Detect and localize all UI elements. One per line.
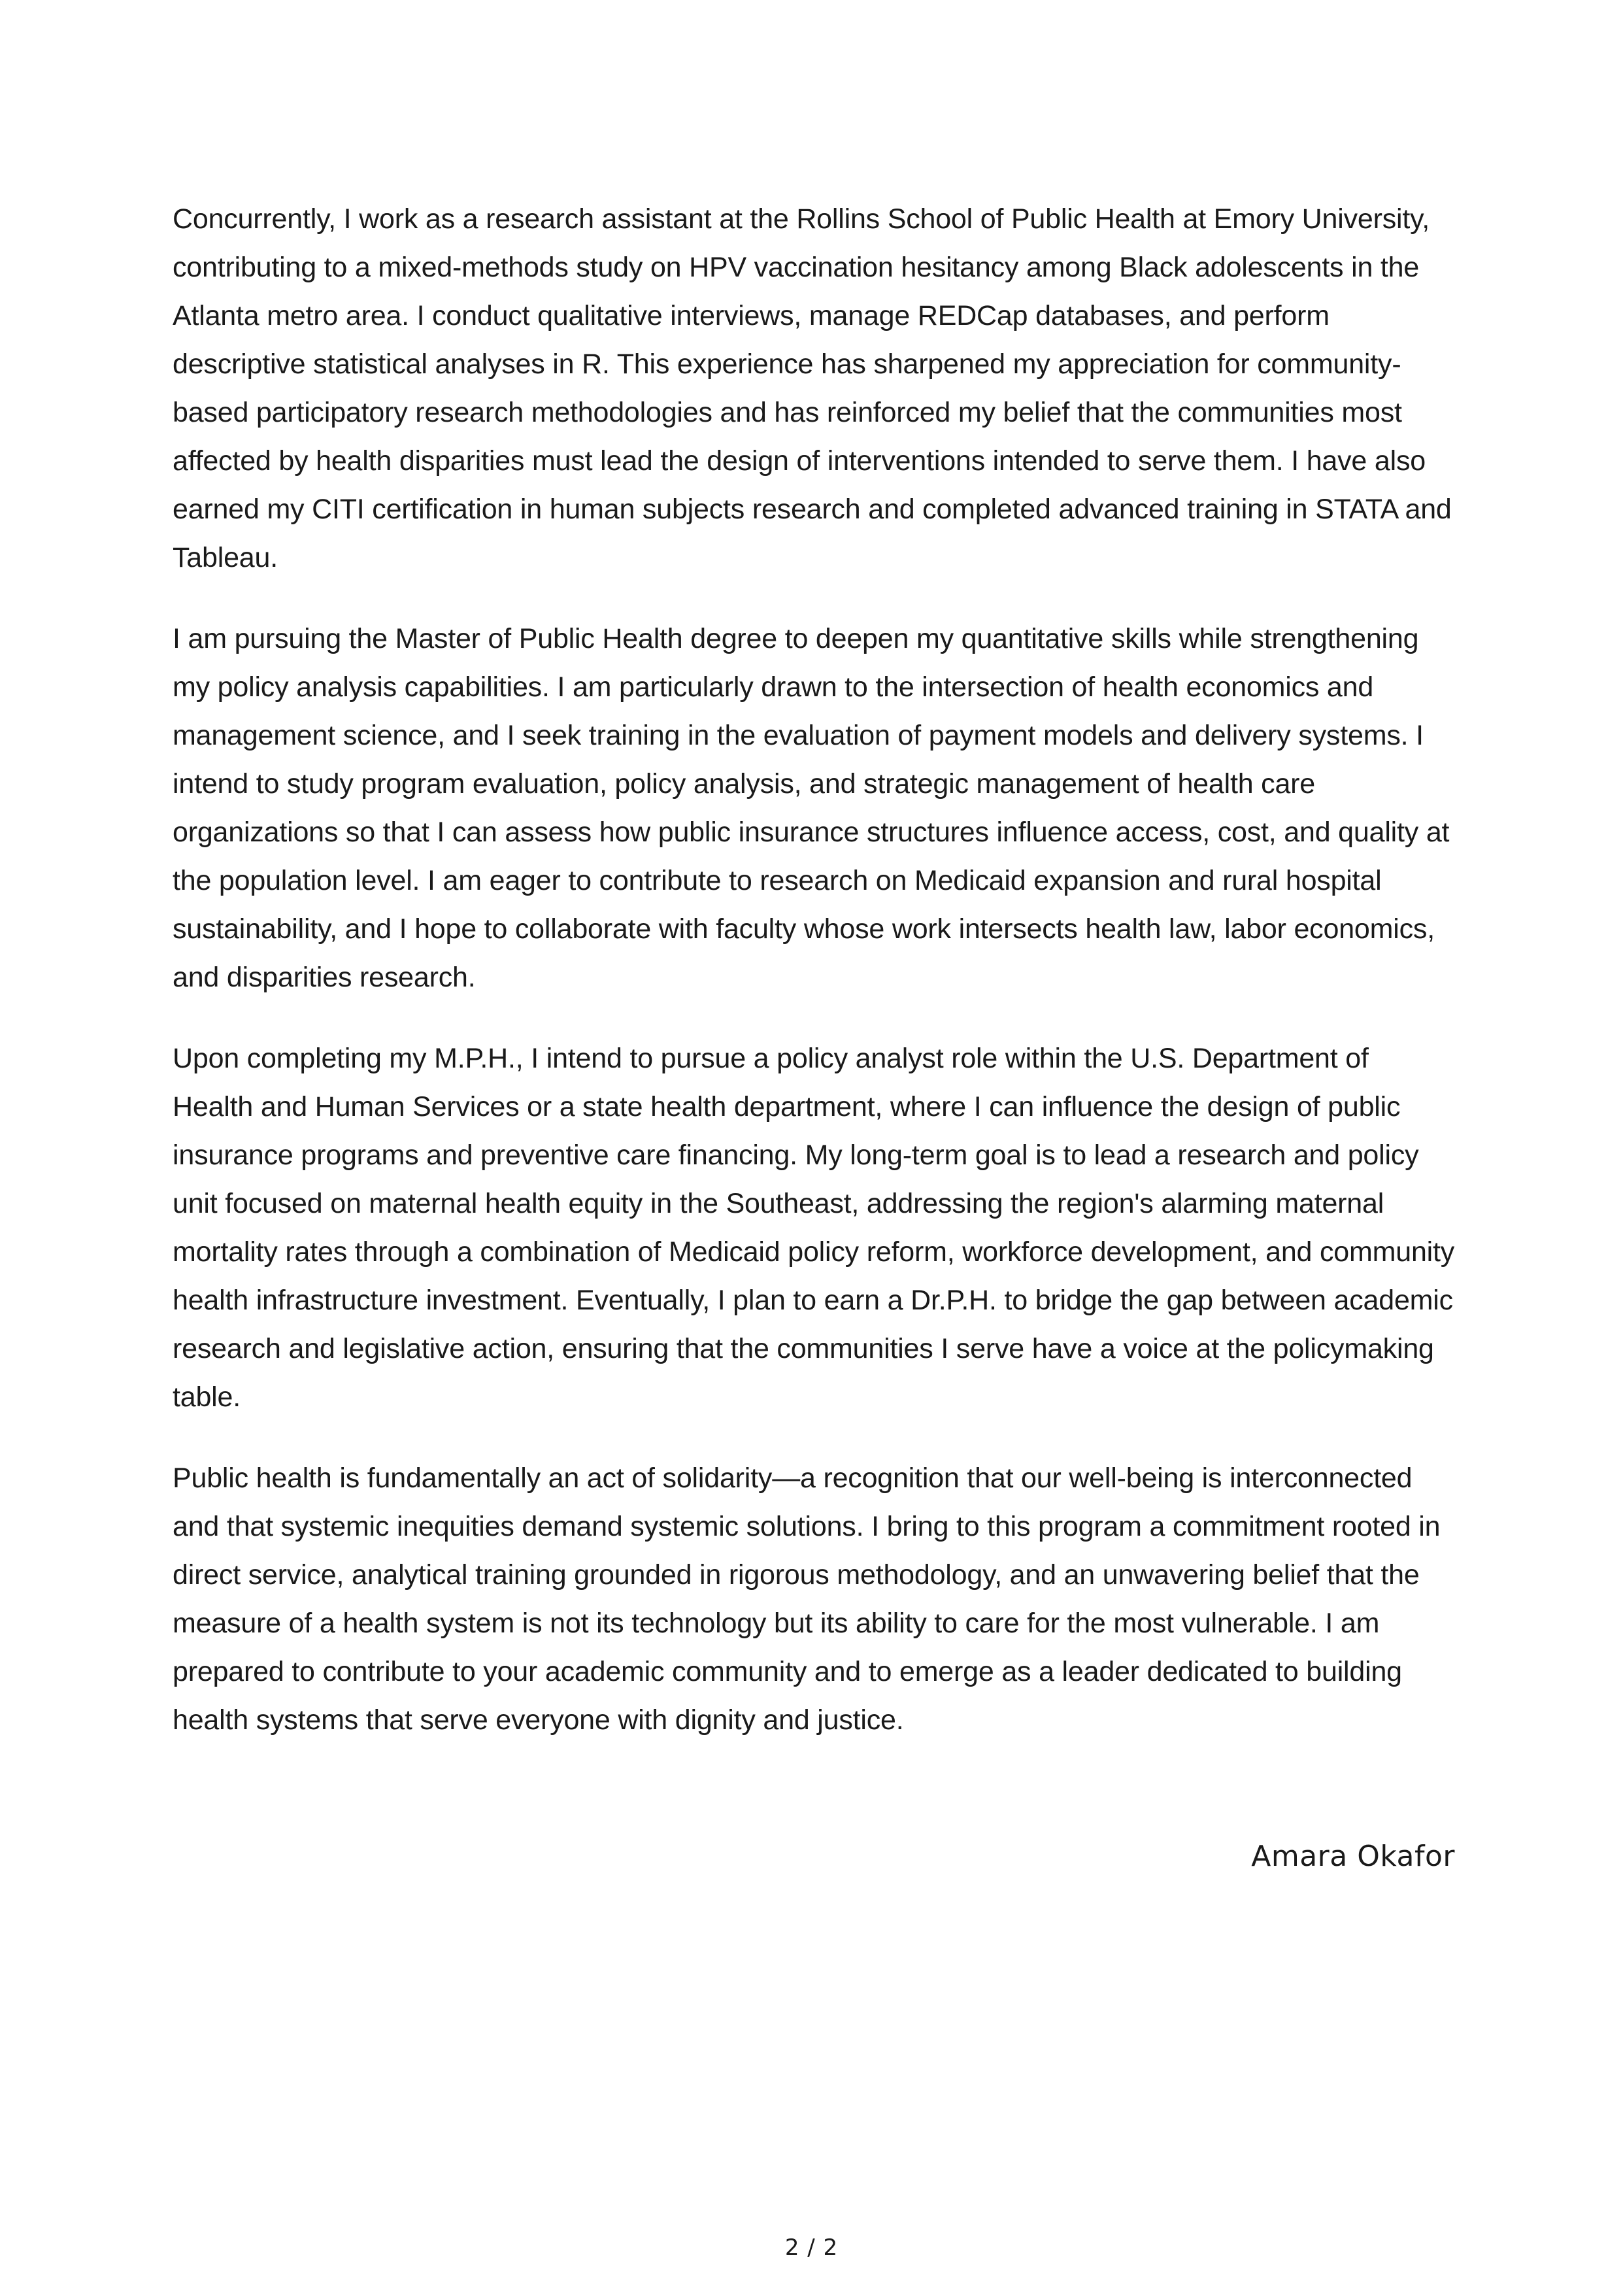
paragraph-mph-goals: I am pursuing the Master of Public Health degree to deepen my quantitative skills while strengthening my policy analysis capabilities. I am particularly drawn to the intersection of health economics and management science, and I seek training in the evaluation of payment models and delivery systems. I intend to study program evaluation, policy analysis, and strategic management of health care organizations so that I can assess how public insurance structures influence access, cost, and quality at the population level. I am eager to contribute to research on Medicaid expansion and rural hospital sustainability, and I hope to collaborate with faculty whose work intersects health law, labor economics, and disparities research. xyxy=(173,623,1450,993)
page-number: 2 / 2 xyxy=(784,2235,839,2261)
paragraph-conclusion: Public health is fundamentally an act of solidarity—a recognition that our well-being is interconnected and that systemic inequities demand systemic solutions. I bring to this program a commitment rooted in direct service, analytical training grounded in rigorous methodology, and an unwavering belief that the measure of a health system is not its technology but its ability to care for the most vulnerable. I am prepared to contribute to your academic community and to emerge as a leader dedicated to building health systems that serve everyone with dignity and justice. xyxy=(173,1462,1441,1736)
paragraph-research-assistant: Concurrently, I work as a research assistant at the Rollins School of Public Health at Emory University, contributing to a mixed-methods study on HPV vaccination hesitancy among Black adolescents in the Atlanta metro area. I conduct qualitative interviews, manage REDCap databases, and perform descriptive statistical analyses in R. This experience has sharpened my appreciation for community-based participatory research methodologies and has reinforced my belief that the communities most affected by health disparities must lead the design of interventions intended to serve them. I have also earned my CITI certification in human subjects research and completed advanced training in STATA and Tableau. xyxy=(173,203,1452,573)
signature-name: Amara Okafor xyxy=(1251,1840,1455,1873)
document-body xyxy=(173,195,1455,1777)
paragraph-career-plans: Upon completing my M.P.H., I intend to pursue a policy analyst role within the U.S. Department of Health and Human Services or a state health department, where I can influence the design of public insurance programs and preventive care financing. My long-term goal is to lead a research and policy unit focused on maternal health equity in the Southeast, addressing the region's alarming maternal mortality rates through a combination of Medicaid policy reform, workforce development, and community health infrastructure investment. Eventually, I plan to earn a Dr.P.H. to bridge the gap between academic research and legislative action, ensuring that the communities I serve have a voice at the policymaking table. xyxy=(173,1043,1455,1413)
